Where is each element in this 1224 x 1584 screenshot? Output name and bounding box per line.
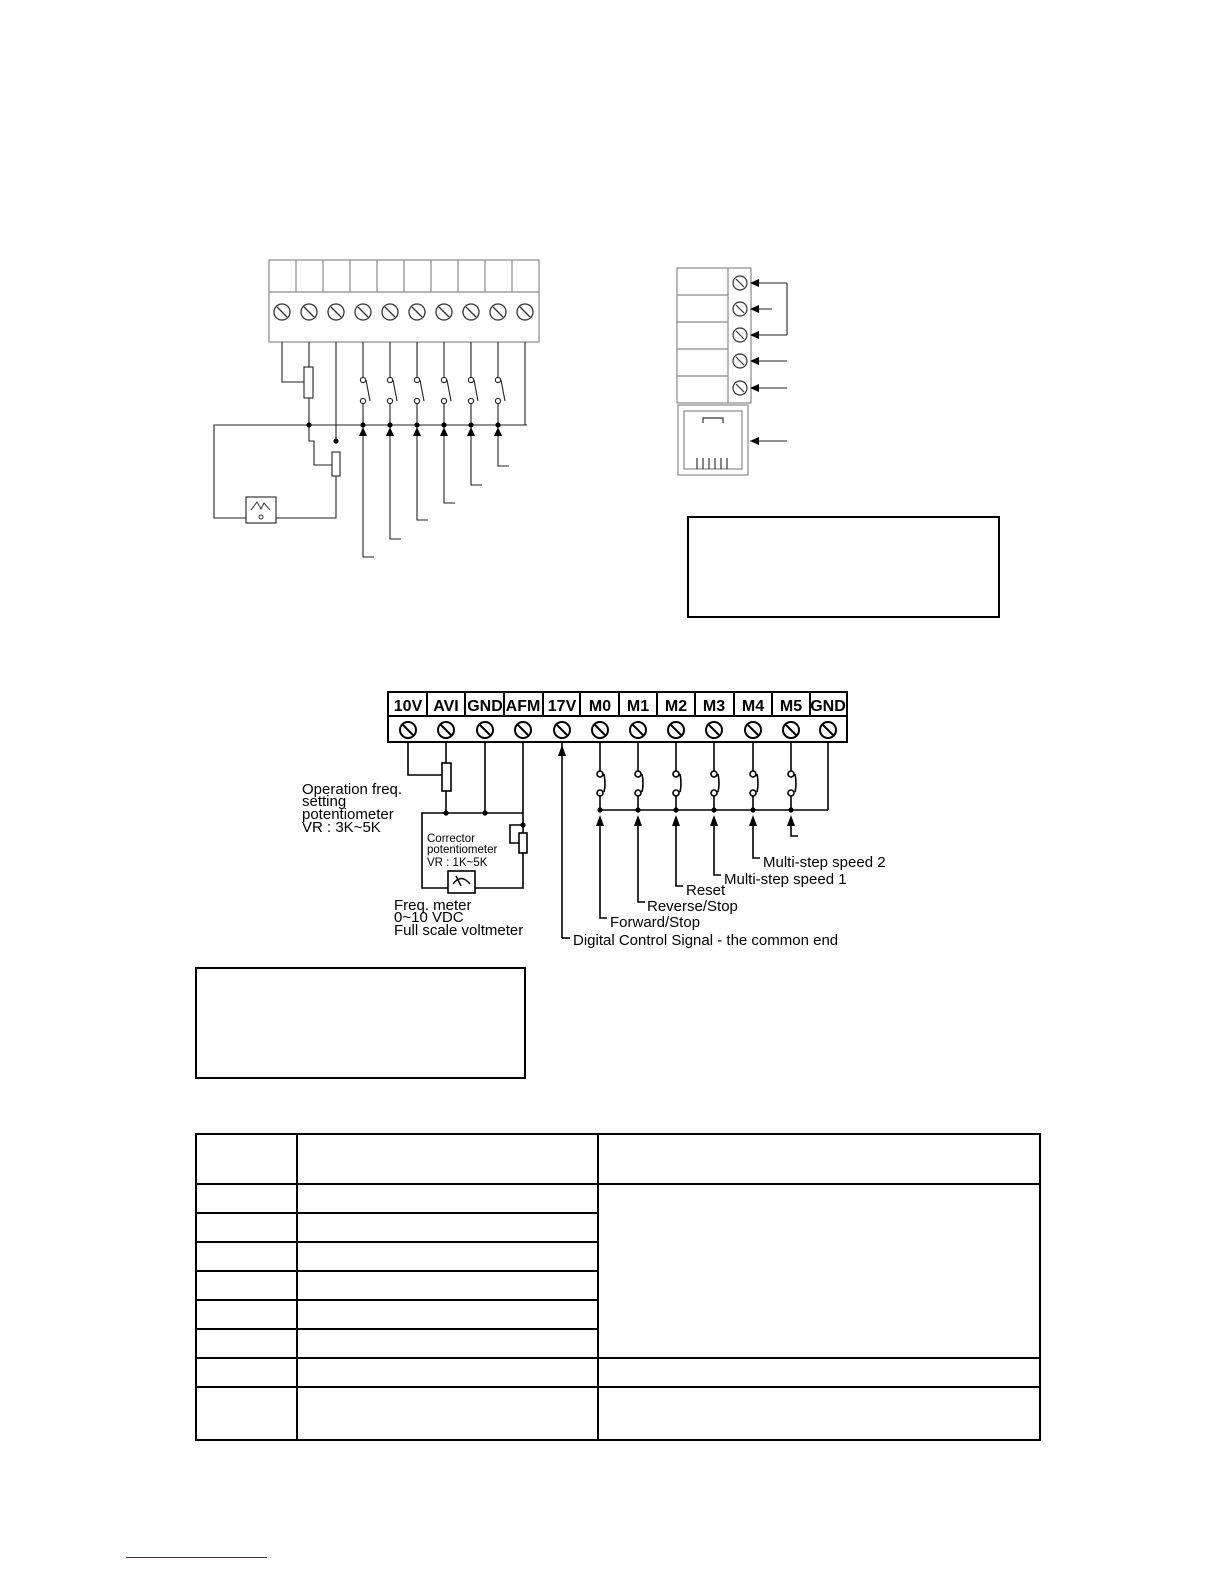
pot1-label: setting xyxy=(302,793,347,810)
terminal-label: M2 xyxy=(664,698,688,715)
pot1-label: VR : 3K~5K xyxy=(302,819,381,836)
terminal-spec-table xyxy=(195,1133,1041,1441)
terminal-label: M1 xyxy=(626,698,650,715)
terminal-label: M3 xyxy=(702,698,726,715)
table-header-row xyxy=(196,1134,1040,1184)
pot1-label: Operation freq. xyxy=(302,781,403,798)
pot2-label: VR : 1K~5K xyxy=(427,857,488,869)
signal-label: Reverse/Stop xyxy=(647,898,738,915)
meter-label: Freq. meter xyxy=(394,897,472,914)
terminal-label: M4 xyxy=(741,698,765,715)
common-end-label: Digital Control Signal - the common end xyxy=(573,932,839,949)
terminal-label: M5 xyxy=(779,698,803,715)
terminal-label: GND xyxy=(467,698,503,715)
table-row xyxy=(196,1184,1040,1213)
top-left-terminal-diagram xyxy=(205,255,550,575)
terminal-label: M0 xyxy=(588,698,612,715)
signal-label: Multi-step speed 1 xyxy=(724,871,847,888)
signal-label: Reset xyxy=(686,882,726,899)
signal-label: Forward/Stop xyxy=(610,914,701,931)
pot2-label: Corrector xyxy=(427,833,475,845)
footer-link-underline[interactable] xyxy=(126,1557,267,1558)
potentiometer-1 xyxy=(442,763,451,791)
table-row xyxy=(196,1387,1040,1440)
pot1-label: potentiometer xyxy=(302,806,394,823)
info-box-bottom-left xyxy=(195,967,526,1079)
terminal-label: GND xyxy=(810,698,846,715)
terminal-label: 10V xyxy=(393,698,423,715)
info-box-top-right xyxy=(687,516,1000,618)
control-terminal-wiring-diagram xyxy=(290,685,900,955)
terminal-label: 17V xyxy=(547,698,577,715)
terminal-label: AFM xyxy=(505,698,541,715)
frequency-meter-icon xyxy=(448,871,475,893)
pot2-label: potentiometer xyxy=(427,844,498,856)
table-row xyxy=(196,1358,1040,1387)
meter-label: 0~10 VDC xyxy=(394,909,464,926)
signal-label: Multi-step speed 2 xyxy=(763,854,886,871)
potentiometer-2 xyxy=(519,833,527,853)
terminal-label: AVI xyxy=(433,698,459,715)
meter-label: Full scale voltmeter xyxy=(394,922,524,939)
top-right-connector-diagram xyxy=(672,262,797,482)
